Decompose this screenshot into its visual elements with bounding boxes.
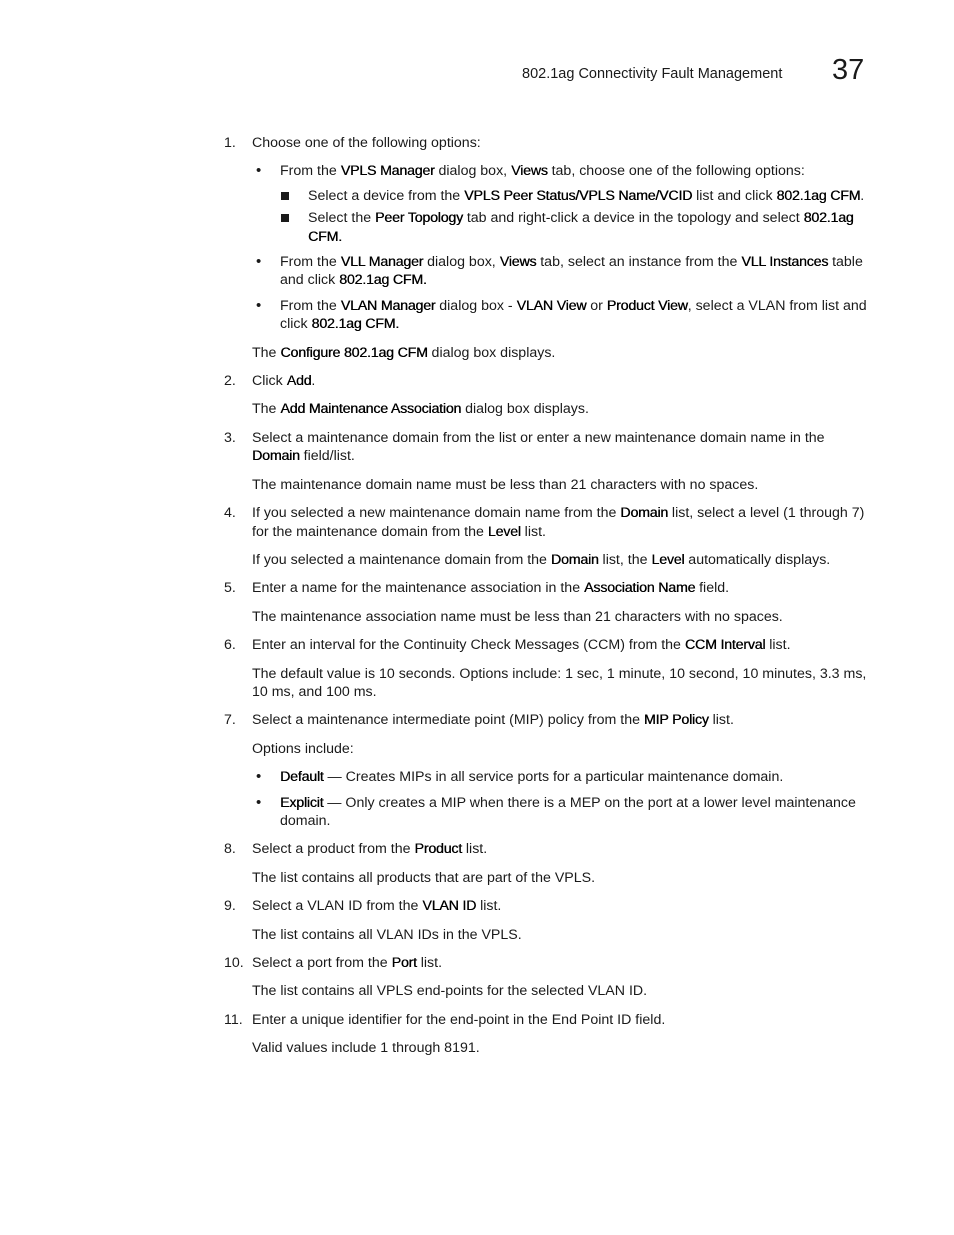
bullet-item (252, 794, 872, 831)
text-run: Select a device from the (308, 187, 465, 204)
text-run: or (586, 297, 607, 314)
bullet-text (280, 794, 872, 831)
step-note (252, 400, 872, 418)
procedure-step (224, 636, 872, 701)
text-run: dialog box - (435, 297, 517, 314)
sub-bullet-list (280, 187, 872, 246)
ui-term: Explicit (280, 794, 324, 811)
ui-term: Domain (550, 551, 599, 568)
bullet-dot-icon: • (256, 768, 262, 786)
text-run: . (311, 373, 316, 390)
step-text (252, 954, 872, 972)
ui-term: Domain (252, 448, 300, 465)
step-text (252, 1011, 872, 1029)
text-run: The default value is 10 seconds. Options include: 1 sec, 1 minute, 10 second, 10 minutes, 3.3 ms, 10 ms, and 100 ms. (252, 665, 867, 700)
step-note (252, 344, 872, 362)
sub-bullet-text (308, 187, 872, 205)
square-bullet-icon (281, 192, 289, 200)
text-run: Options include: (252, 740, 354, 757)
ui-term: VLAN ID (422, 898, 477, 915)
text-run: table and click (280, 254, 863, 289)
bullet-dot-icon: • (256, 253, 262, 271)
text-run: list. (476, 898, 502, 915)
text-run: , select a VLAN from list and click (280, 297, 867, 333)
procedure-step (224, 711, 872, 830)
text-run: Valid values include 1 through 8191. (252, 1040, 480, 1057)
step-text (252, 897, 872, 915)
text-run: list. (461, 841, 488, 858)
procedure-step (224, 1011, 872, 1058)
step-number: 11. (224, 1011, 243, 1028)
ui-term: Domain (620, 505, 668, 522)
bullet-item (252, 297, 872, 334)
step-note (252, 982, 872, 1000)
text-run: The maintenance association name must be less than 21 characters with no spaces. (252, 608, 783, 625)
text-run: If you selected a maintenance domain from the (252, 551, 551, 568)
ui-term: Add Maintenance Association (280, 401, 462, 418)
square-bullet-icon (281, 214, 289, 222)
step-text (252, 711, 872, 729)
text-run: list. (708, 712, 734, 729)
step-text (252, 840, 872, 858)
text-run: The list contains all products that are part of the VPLS. (252, 869, 596, 886)
text-run: From the (280, 254, 341, 271)
text-run: Select a maintenance intermediate point (MIP) policy from the (252, 712, 644, 729)
step-note (252, 869, 872, 887)
bullet-dot-icon: • (256, 296, 262, 314)
ui-term: Port (391, 955, 417, 971)
text-run: Choose one of the following options: (252, 135, 481, 151)
ui-term: Views (499, 254, 537, 271)
text-run: Select a port from the (252, 955, 392, 971)
procedure-step (224, 897, 872, 944)
text-run: — Only creates a MIP when there is a MEP on the port at a lower level maintenance domain. (280, 794, 856, 829)
step-note (252, 476, 872, 494)
bullet-list (252, 768, 872, 830)
text-run: From the (280, 163, 341, 180)
bullet-item (252, 162, 872, 246)
ui-term: 802.1ag CFM. (339, 272, 427, 289)
text-run: Select the (308, 210, 376, 227)
text-run: Select a VLAN ID from the (252, 898, 423, 915)
text-run: list and click (692, 187, 777, 204)
text-run: Select a maintenance domain from the list or enter a new maintenance domain name in the (252, 429, 825, 446)
text-run: dialog box, (434, 163, 512, 180)
ui-term: Product View (606, 297, 688, 314)
step-number: 8. (224, 841, 236, 858)
sub-bullet-item (280, 187, 872, 205)
text-run: If you selected a new maintenance domain name from the (252, 505, 621, 522)
chapter-number: 37 (832, 54, 865, 86)
step-note (252, 740, 872, 758)
step-number: 2. (224, 373, 236, 390)
step-note (252, 665, 872, 702)
text-run: dialog box displays. (461, 401, 589, 418)
ui-term: VPLS Manager (340, 163, 435, 180)
text-run: The (252, 401, 281, 418)
text-run: tab, choose one of the following options: (547, 163, 805, 180)
bullet-dot-icon: • (256, 793, 262, 811)
text-run: The list contains all VLAN IDs in the VPLS. (252, 926, 522, 943)
ui-term: Views (511, 163, 548, 180)
text-run: Enter an interval for the Continuity Check Messages (CCM) from the (252, 637, 685, 654)
bullet-list (252, 162, 872, 333)
bullet-text (280, 162, 872, 180)
text-run: dialog box, (423, 254, 500, 271)
text-run: Click (252, 373, 287, 390)
sub-bullet-item (280, 209, 872, 246)
ui-term: VLL Instances (741, 254, 829, 271)
bullet-text (280, 253, 872, 290)
step-note (252, 551, 872, 569)
ui-term: Product (414, 841, 462, 858)
text-run: Enter a name for the maintenance association in the (252, 580, 585, 597)
step-text (252, 372, 872, 390)
sub-bullet-text (308, 209, 872, 246)
text-run: field/list. (299, 448, 355, 465)
step-number: 7. (224, 712, 236, 729)
ui-term: VLAN Manager (340, 297, 436, 314)
bullet-text (280, 297, 872, 334)
procedure-step (224, 504, 872, 569)
bullet-dot-icon: • (256, 162, 262, 180)
step-text (252, 429, 872, 466)
procedure-step (224, 579, 872, 626)
ui-term: Association Name (584, 580, 696, 597)
text-run: list, the (598, 551, 652, 568)
text-run: The list contains all VPLS end-points for the selected VLAN ID. (252, 983, 648, 1000)
ui-term: Configure 802.1ag CFM (280, 344, 428, 361)
ui-term: MIP Policy (643, 712, 709, 729)
text-run: . (860, 187, 865, 204)
procedure-steps (224, 134, 872, 1058)
step-text (252, 636, 872, 654)
ui-term: Add (286, 373, 312, 390)
step-number: 3. (224, 429, 236, 446)
text-run: list. (765, 637, 791, 654)
running-header-title: 802.1ag Connectivity Fault Management (522, 66, 783, 82)
step-number: 10. (224, 955, 244, 971)
step-number: 1. (224, 135, 236, 151)
procedure-step (224, 134, 872, 362)
ui-term: Peer Topology (375, 210, 463, 227)
step-text (252, 579, 872, 597)
text-run: The maintenance domain name must be less than 21 characters with no spaces. (252, 476, 759, 493)
step-note (252, 608, 872, 626)
text-run: — Creates MIPs in all service ports for a particular maintenance domain. (323, 769, 784, 786)
step-number: 4. (224, 505, 236, 522)
procedure-step (224, 429, 872, 494)
ui-term: VPLS Peer Status/VPLS Name/VCID (464, 187, 693, 204)
text-run: list. (416, 955, 443, 971)
text-run: automatically displays. (684, 551, 831, 568)
text-run: From the (280, 297, 341, 314)
step-number: 5. (224, 580, 236, 597)
ui-term: CCM Interval (684, 637, 766, 654)
procedure-step (224, 372, 872, 419)
text-run: Enter a unique identifier for the end-point in the End Point ID field. (252, 1011, 666, 1028)
ui-term: Default (280, 769, 324, 786)
step-number: 6. (224, 637, 236, 654)
procedure-step (224, 954, 872, 1001)
procedure-step (224, 840, 872, 887)
step-number: 9. (224, 898, 236, 915)
text-run: list. (520, 523, 546, 540)
step-text (252, 134, 872, 152)
ui-term: Level (487, 523, 521, 540)
text-run: Select a product from the (252, 841, 415, 858)
ui-term: VLAN View (516, 297, 587, 314)
ui-term: 802.1ag CFM. (311, 316, 400, 333)
text-run: list, select a level (1 through 7) for the maintenance domain from the (252, 505, 865, 540)
text-run: tab, select an instance from the (536, 254, 742, 271)
step-text (252, 504, 872, 541)
step-note (252, 1039, 872, 1057)
ui-term: 802.1ag CFM (776, 187, 861, 204)
bullet-item (252, 253, 872, 290)
ui-term: VLL Manager (340, 254, 424, 271)
ui-term: Level (651, 551, 685, 568)
text-run: field. (695, 580, 730, 597)
bullet-item (252, 768, 872, 786)
text-run: The (252, 344, 281, 361)
bullet-text (280, 768, 872, 786)
text-run: dialog box displays. (427, 344, 556, 361)
text-run: tab and right-click a device in the topology and select (462, 210, 804, 227)
ui-term: 802.1ag CFM. (308, 210, 854, 245)
step-note (252, 926, 872, 944)
